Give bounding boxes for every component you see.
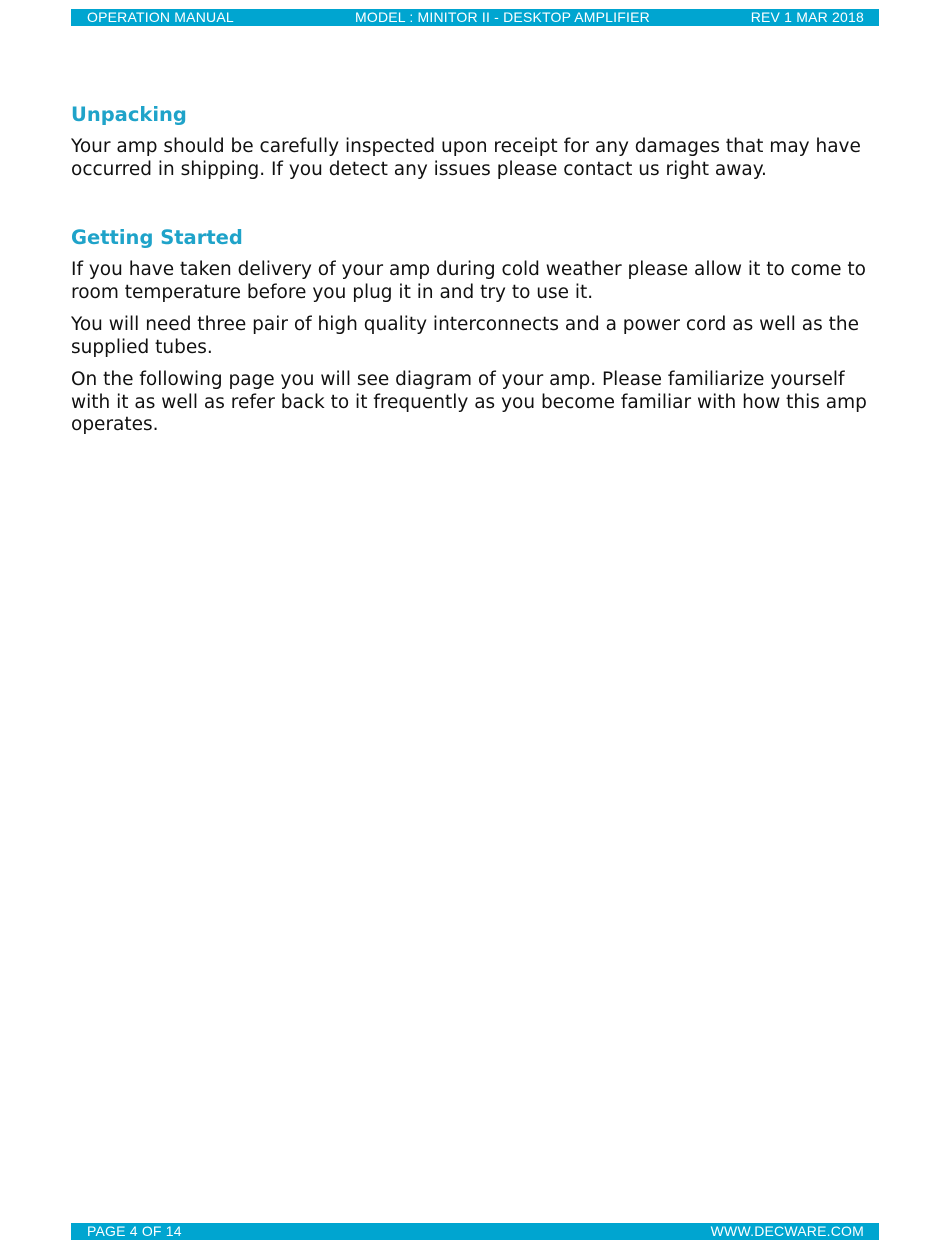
paragraph: If you have taken delivery of your amp during cold weather please allow it to come to room temperature before you plug it in and try to use it. xyxy=(71,259,867,303)
header-bar xyxy=(71,9,879,26)
page-number: PAGE 4 OF 14 xyxy=(87,1223,182,1239)
section-heading: Getting Started xyxy=(71,226,243,249)
section-unpacking xyxy=(71,100,883,181)
footer-bar xyxy=(71,1223,879,1240)
section-getting-started xyxy=(71,223,883,437)
website-link[interactable]: WWW.DECWARE.COM xyxy=(710,1223,864,1239)
paragraph: Your amp should be carefully inspected upon receipt for any damages that may have occurred in shipping. If you detect any issues please contact us right away. xyxy=(71,136,861,180)
section-heading: Unpacking xyxy=(71,103,187,126)
paragraph: You will need three pair of high quality interconnects and a power cord as well as the supplied tubes. xyxy=(71,314,860,358)
header-document-type: OPERATION MANUAL xyxy=(87,9,234,25)
section-spacer xyxy=(71,191,883,223)
paragraph: On the following page you will see diagram of your amp. Please familiarize yourself with it as well as refer back to it frequently as you become familiar with how this amp operates. xyxy=(71,369,867,435)
header-model: MODEL : MINITOR II - DESKTOP AMPLIFIER xyxy=(355,9,650,25)
page-content xyxy=(71,100,883,447)
header-revision: REV 1 MAR 2018 xyxy=(750,9,864,25)
